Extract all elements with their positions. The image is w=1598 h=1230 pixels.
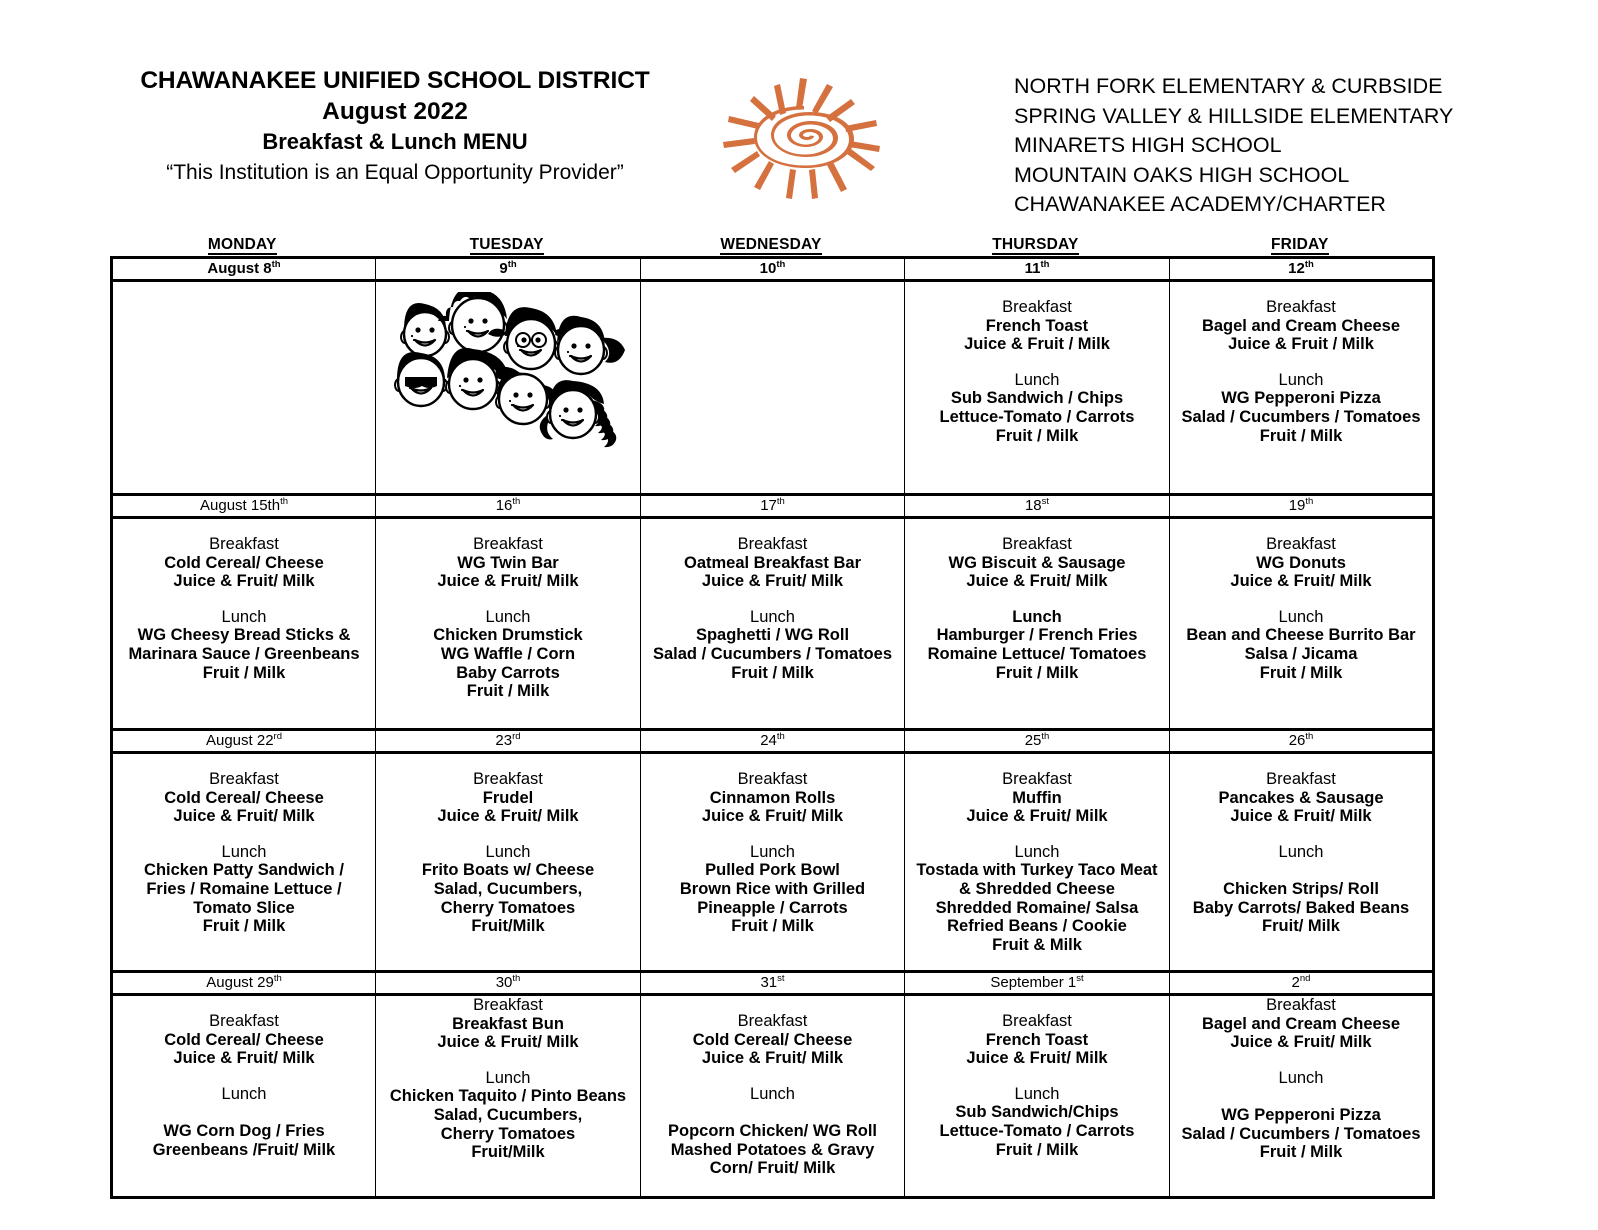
lunch-label: Lunch (221, 607, 267, 626)
menu-day-cell (376, 995, 641, 1198)
lunch-item: Salad / Cucumbers / Tomatoes (652, 644, 892, 663)
date-row (112, 972, 1434, 995)
lunch-item: Lettuce-Tomato / Carrots (939, 1121, 1135, 1140)
breakfast-item: Frudel (482, 788, 534, 807)
lunch-item: WG Corn Dog / Fries (163, 1121, 325, 1140)
date-ordinal-suffix: th (512, 973, 521, 984)
lunch-item: Bean and Cheese Burrito Bar (1186, 626, 1416, 645)
breakfast-label: Breakfast (1002, 1012, 1072, 1030)
breakfast-item: Breakfast Bun (452, 1014, 564, 1033)
lunch-item: Lettuce-Tomato / Carrots (939, 407, 1135, 426)
lunch-label: Lunch (1278, 607, 1324, 626)
lunch-item: Fruit / Milk (731, 917, 814, 936)
lunch-item: Brown Rice with Grilled (679, 879, 866, 898)
date-cell (112, 972, 376, 995)
date-ordinal-suffix: th (1040, 259, 1050, 270)
date-cell (641, 495, 905, 518)
lunch-item: Fruit & Milk (992, 935, 1082, 954)
cell-spacer (1170, 282, 1432, 298)
cell-spacer (113, 754, 375, 770)
breakfast-label: Breakfast (1266, 535, 1336, 553)
lunch-item: WG Waffle / Corn (440, 644, 576, 663)
lunch-item: Refried Beans / Cookie (947, 917, 1127, 936)
date-label: 10 (759, 260, 777, 277)
date-label: August 8 (207, 260, 272, 277)
breakfast-item: Muffin (1012, 788, 1062, 807)
date-cell (905, 972, 1170, 995)
menu-day-cell (112, 281, 376, 495)
date-ordinal-suffix: th (1041, 731, 1050, 742)
lunch-item: Chicken Drumstick (433, 626, 583, 645)
date-label: 17 (760, 497, 777, 514)
date-label: 18 (1024, 497, 1042, 514)
day-header-friday: FRIDAY (1271, 236, 1329, 253)
breakfast-label: Breakfast (473, 535, 543, 553)
cell-spacer (1170, 754, 1432, 770)
date-ordinal-suffix: th (271, 259, 281, 270)
breakfast-item: Juice & Fruit/ Milk (437, 572, 579, 591)
meal-spacer (905, 591, 1169, 608)
menu-day-cell (641, 753, 905, 972)
day-name-row (110, 236, 1432, 254)
breakfast-label: Breakfast (1002, 535, 1072, 553)
breakfast-item: French Toast (985, 1030, 1089, 1049)
date-cell (112, 495, 376, 518)
breakfast-item: Pancakes & Sausage (1218, 788, 1384, 807)
lunch-item: Fruit / Milk (202, 663, 286, 682)
lunch-item: Fruit / Milk (995, 663, 1079, 682)
date-ordinal-suffix: st (1041, 496, 1050, 507)
breakfast-item: WG Twin Bar (457, 553, 559, 572)
breakfast-item: WG Biscuit & Sausage (948, 553, 1126, 572)
lunch-item: Fruit/ Milk (1262, 917, 1340, 936)
school-list (1014, 72, 1494, 220)
date-ordinal-suffix: th (280, 496, 288, 507)
lunch-item: Tomato Slice (193, 898, 295, 917)
meal-spacer (1170, 826, 1432, 843)
breakfast-label: Breakfast (473, 996, 543, 1014)
lunch-label: Lunch (485, 1068, 531, 1087)
breakfast-item: Juice & Fruit/ Milk (1230, 572, 1372, 591)
menu-day-cell (376, 281, 641, 495)
date-ordinal-suffix: st (1076, 973, 1084, 984)
date-cell (1170, 495, 1434, 518)
breakfast-item: Cold Cereal/ Cheese (164, 1030, 324, 1049)
meal-spacer (1170, 354, 1432, 371)
lunch-label: Lunch (221, 1084, 267, 1103)
lunch-item: Corn/ Fruit/ Milk (709, 1159, 836, 1178)
lunch-spacer (641, 1103, 904, 1122)
meal-spacer (113, 591, 375, 608)
lunch-item: WG Cheesy Bread Sticks & (137, 626, 351, 645)
lunch-item: Fruit / Milk (466, 682, 550, 701)
date-ordinal-suffix: rd (512, 731, 521, 742)
date-cell (1170, 730, 1434, 753)
lunch-item: Baby Carrots (456, 663, 560, 682)
lunch-label: Lunch (1014, 842, 1060, 861)
date-ordinal-suffix: th (776, 496, 785, 507)
breakfast-label: Breakfast (473, 770, 543, 788)
breakfast-item: Juice & Fruit/ Milk (1230, 807, 1372, 826)
menu-day-cell (905, 753, 1170, 972)
breakfast-item: Juice & Fruit/ Milk (966, 807, 1108, 826)
lunch-item: Chicken Taquito / Pinto Beans (389, 1087, 627, 1106)
lunch-item: Cherry Tomatoes (440, 1124, 576, 1143)
lunch-item: Salsa / Jicama (1244, 644, 1358, 663)
cell-spacer (905, 282, 1169, 298)
menu-day-cell (376, 518, 641, 730)
date-label: 19 (1288, 497, 1306, 514)
lunch-item: Fruit / Milk (202, 917, 286, 936)
meal-spacer (376, 591, 640, 608)
breakfast-item: Juice & Fruit / Milk (1228, 335, 1374, 354)
breakfast-label: Breakfast (1002, 770, 1072, 788)
cell-spacer (641, 519, 904, 535)
date-cell (112, 258, 376, 281)
lunch-label: Lunch (750, 1084, 795, 1103)
day-header-monday: MONDAY (207, 236, 277, 253)
menu-day-cell (641, 281, 905, 495)
breakfast-item: Juice & Fruit/ Milk (701, 572, 844, 591)
date-ordinal-suffix: th (1305, 731, 1314, 742)
breakfast-label: Breakfast (1266, 770, 1336, 788)
meal-spacer (113, 826, 375, 843)
date-label: 26 (1288, 732, 1306, 749)
school-name: MINARETS HIGH SCHOOL (1014, 133, 1282, 157)
date-cell (376, 730, 641, 753)
breakfast-item: WG Donuts (1256, 553, 1346, 572)
meal-spacer (113, 1068, 375, 1085)
menu-row (112, 281, 1434, 495)
lunch-label: Lunch (1014, 1084, 1060, 1103)
menu-day-cell (905, 518, 1170, 730)
breakfast-label: Breakfast (737, 770, 808, 788)
date-cell (641, 258, 905, 281)
date-row (112, 730, 1434, 753)
date-label: 24 (760, 732, 777, 749)
lunch-item: Shredded Romaine/ Salsa (935, 898, 1139, 917)
date-label: 2 (1291, 974, 1300, 991)
lunch-label: Lunch (1014, 370, 1060, 389)
cell-spacer (113, 996, 375, 1012)
lunch-item: Fries / Romaine Lettuce / (146, 879, 342, 898)
breakfast-label: Breakfast (209, 1012, 279, 1030)
breakfast-label: Breakfast (1002, 298, 1072, 316)
date-label: August 29 (206, 974, 274, 991)
cell-spacer (905, 996, 1169, 1012)
date-label: August 15th (200, 497, 281, 514)
date-ordinal-suffix: th (507, 259, 517, 270)
school-name: CHAWANAKEE ACADEMY/CHARTER (1014, 192, 1386, 216)
date-cell (641, 730, 905, 753)
school-name: NORTH FORK ELEMENTARY & CURBSIDE (1014, 74, 1443, 98)
date-cell (905, 730, 1170, 753)
menu-day-cell (1170, 995, 1434, 1198)
lunch-item: Fruit / Milk (1259, 426, 1343, 445)
breakfast-item: Juice & Fruit/ Milk (966, 1049, 1108, 1068)
lunch-label: Lunch (1278, 1068, 1324, 1087)
breakfast-item: Juice & Fruit/ Milk (701, 807, 844, 826)
date-ordinal-suffix: th (273, 973, 282, 984)
breakfast-item: Juice & Fruit/ Milk (1230, 1033, 1372, 1052)
breakfast-item: Juice & Fruit / Milk (964, 335, 1110, 354)
lunch-item: Sub Sandwich/Chips (955, 1103, 1119, 1122)
lunch-label: Lunch (750, 607, 795, 626)
date-ordinal-suffix: th (776, 731, 785, 742)
month-year: August 2022 (322, 98, 468, 125)
menu-day-cell (905, 995, 1170, 1198)
meal-spacer (641, 591, 904, 608)
lunch-spacer (1170, 1087, 1432, 1106)
menu-row (112, 753, 1434, 972)
lunch-label: Lunch (221, 842, 267, 861)
menu-day-cell (112, 753, 376, 972)
kids-faces-clipart (383, 292, 633, 462)
meal-spacer (905, 354, 1169, 371)
menu-day-cell (905, 281, 1170, 495)
date-ordinal-suffix: rd (273, 731, 282, 742)
lunch-item: Salad / Cucumbers / Tomatoes (1181, 1124, 1421, 1143)
cell-spacer (113, 519, 375, 535)
lunch-label: Lunch (750, 842, 795, 861)
date-label: 23 (495, 732, 513, 749)
date-row (112, 258, 1434, 281)
menu-day-cell (376, 753, 641, 972)
breakfast-item: Juice & Fruit/ Milk (437, 1033, 579, 1052)
cell-spacer (905, 519, 1169, 535)
title-block (110, 66, 680, 188)
menu-calendar (110, 256, 1435, 1199)
breakfast-item: Juice & Fruit/ Milk (173, 1049, 315, 1068)
page-header (0, 0, 1598, 230)
breakfast-item: Cinnamon Rolls (709, 788, 836, 807)
lunch-item: Popcorn Chicken/ WG Roll (667, 1121, 877, 1140)
lunch-item: Fruit/Milk (471, 917, 545, 936)
date-label: 11 (1024, 260, 1041, 277)
date-ordinal-suffix: th (512, 496, 521, 507)
breakfast-item: Bagel and Cream Cheese (1201, 316, 1401, 335)
breakfast-label: Breakfast (1266, 298, 1336, 316)
date-label: August 22 (205, 732, 274, 749)
day-header-wednesday: WEDNESDAY (720, 236, 822, 253)
lunch-label: Lunch (485, 842, 531, 861)
date-cell (376, 495, 641, 518)
menu-day-cell (1170, 753, 1434, 972)
lunch-item: Spaghetti / WG Roll (695, 626, 850, 645)
lunch-item: Fruit / Milk (995, 426, 1079, 445)
menu-day-cell (641, 518, 905, 730)
date-label: 9 (499, 260, 508, 277)
date-label: 30 (495, 974, 513, 991)
day-header-tuesday: TUESDAY (469, 236, 544, 253)
lunch-item: Romaine Lettuce/ Tomatoes (927, 644, 1147, 663)
meal-spacer (1170, 591, 1432, 608)
lunch-item: Tostada with Turkey Taco Meat (916, 861, 1158, 880)
date-label: 16 (495, 497, 513, 514)
lunch-item: Chicken Patty Sandwich / (144, 861, 344, 880)
meal-spacer (376, 826, 640, 843)
lunch-item: WG Pepperoni Pizza (1221, 1105, 1381, 1124)
lunch-label: Lunch (1278, 842, 1324, 861)
menu-row (112, 518, 1434, 730)
date-label: September 1 (990, 974, 1077, 991)
lunch-item: Salad / Cucumbers / Tomatoes (1181, 407, 1421, 426)
lunch-item: Sub Sandwich / Chips (950, 389, 1124, 408)
breakfast-item: Cold Cereal/ Cheese (164, 553, 324, 572)
meal-spacer (641, 1068, 904, 1085)
cell-spacer (376, 754, 640, 770)
date-cell (641, 972, 905, 995)
lunch-item: Fruit / Milk (1259, 1143, 1343, 1162)
lunch-item: & Shredded Cheese (959, 879, 1115, 898)
date-cell (1170, 258, 1434, 281)
lunch-item: Mashed Potatoes & Gravy (670, 1140, 875, 1159)
breakfast-item: Juice & Fruit/ Milk (701, 1049, 844, 1068)
breakfast-item: Cold Cereal/ Cheese (164, 788, 324, 807)
date-cell (112, 730, 376, 753)
cell-spacer (1170, 519, 1432, 535)
lunch-item: Marinara Sauce / Greenbeans (128, 644, 360, 663)
breakfast-label: Breakfast (209, 535, 279, 553)
date-cell (1170, 972, 1434, 995)
school-name: MOUNTAIN OAKS HIGH SCHOOL (1014, 162, 1350, 187)
meal-spacer (641, 826, 904, 843)
sun-spiral-logo-icon (688, 72, 920, 207)
date-cell (376, 258, 641, 281)
breakfast-item: Juice & Fruit/ Milk (437, 807, 579, 826)
equal-opportunity-tagline: “This Institution is an Equal Opportunity Provider” (166, 161, 624, 184)
lunch-item: Chicken Strips/ Roll (1223, 879, 1379, 898)
lunch-item: Fruit / Milk (995, 1140, 1079, 1159)
lunch-item: Salad, Cucumbers, (433, 879, 583, 898)
date-label: 12 (1288, 260, 1305, 277)
cell-spacer (376, 519, 640, 535)
meal-spacer (905, 1068, 1169, 1085)
lunch-item: Fruit / Milk (1259, 663, 1343, 682)
lunch-item: Pulled Pork Bowl (705, 861, 840, 880)
lunch-spacer (113, 1103, 375, 1122)
breakfast-label: Breakfast (737, 1012, 808, 1030)
menu-title: Breakfast & Lunch MENU (262, 129, 528, 154)
menu-day-cell (1170, 281, 1434, 495)
menu-day-cell (112, 518, 376, 730)
date-label: 25 (1024, 732, 1042, 749)
breakfast-item: Juice & Fruit/ Milk (173, 807, 315, 826)
date-row (112, 495, 1434, 518)
meal-spacer (1170, 1052, 1432, 1069)
breakfast-item: Juice & Fruit/ Milk (173, 572, 315, 591)
lunch-item: WG Pepperoni Pizza (1221, 389, 1381, 408)
breakfast-item: French Toast (985, 316, 1089, 335)
lunch-spacer (1170, 861, 1432, 880)
date-ordinal-suffix: nd (1299, 973, 1311, 984)
school-name: SPRING VALLEY & HILLSIDE ELEMENTARY (1014, 103, 1454, 128)
breakfast-label: Breakfast (1266, 996, 1336, 1014)
lunch-item: Baby Carrots/ Baked Beans (1192, 898, 1410, 917)
breakfast-item: Cold Cereal/ Cheese (692, 1030, 853, 1049)
lunch-label: Lunch (485, 607, 531, 626)
date-cell (905, 258, 1170, 281)
lunch-label: Lunch (1012, 607, 1062, 626)
lunch-item: Greenbeans /Fruit/ Milk (152, 1140, 336, 1159)
lunch-label: Lunch (1278, 370, 1324, 389)
breakfast-item: Juice & Fruit/ Milk (966, 572, 1108, 591)
date-ordinal-suffix: th (1304, 259, 1314, 270)
date-label: 31 (760, 974, 778, 991)
cell-spacer (641, 996, 904, 1012)
breakfast-item: Oatmeal Breakfast Bar (683, 553, 861, 572)
lunch-item: Pineapple / Carrots (697, 898, 848, 917)
lunch-item: Frito Boats w/ Cheese (421, 861, 595, 880)
lunch-item: Fruit / Milk (731, 663, 814, 682)
date-ordinal-suffix: th (1305, 496, 1314, 507)
date-cell (905, 495, 1170, 518)
menu-day-cell (641, 995, 905, 1198)
lunch-item: Fruit/Milk (471, 1143, 545, 1162)
district-name: CHAWANAKEE UNIFIED SCHOOL DISTRICT (140, 67, 650, 94)
breakfast-label: Breakfast (209, 770, 279, 788)
cell-spacer (905, 754, 1169, 770)
date-ordinal-suffix: th (776, 259, 786, 270)
meal-spacer (905, 826, 1169, 843)
menu-day-cell (1170, 518, 1434, 730)
date-ordinal-suffix: st (777, 973, 785, 984)
breakfast-label: Breakfast (737, 535, 808, 553)
lunch-item: Cherry Tomatoes (440, 898, 576, 917)
lunch-item: Hamburger / French Fries (936, 626, 1138, 645)
cell-spacer (641, 754, 904, 770)
lunch-item: Salad, Cucumbers, (433, 1105, 583, 1124)
menu-day-cell (112, 995, 376, 1198)
day-header-thursday: THURSDAY (992, 236, 1079, 253)
menu-row (112, 995, 1434, 1198)
breakfast-item: Bagel and Cream Cheese (1201, 1014, 1401, 1033)
date-cell (376, 972, 641, 995)
meal-spacer (376, 1052, 640, 1069)
